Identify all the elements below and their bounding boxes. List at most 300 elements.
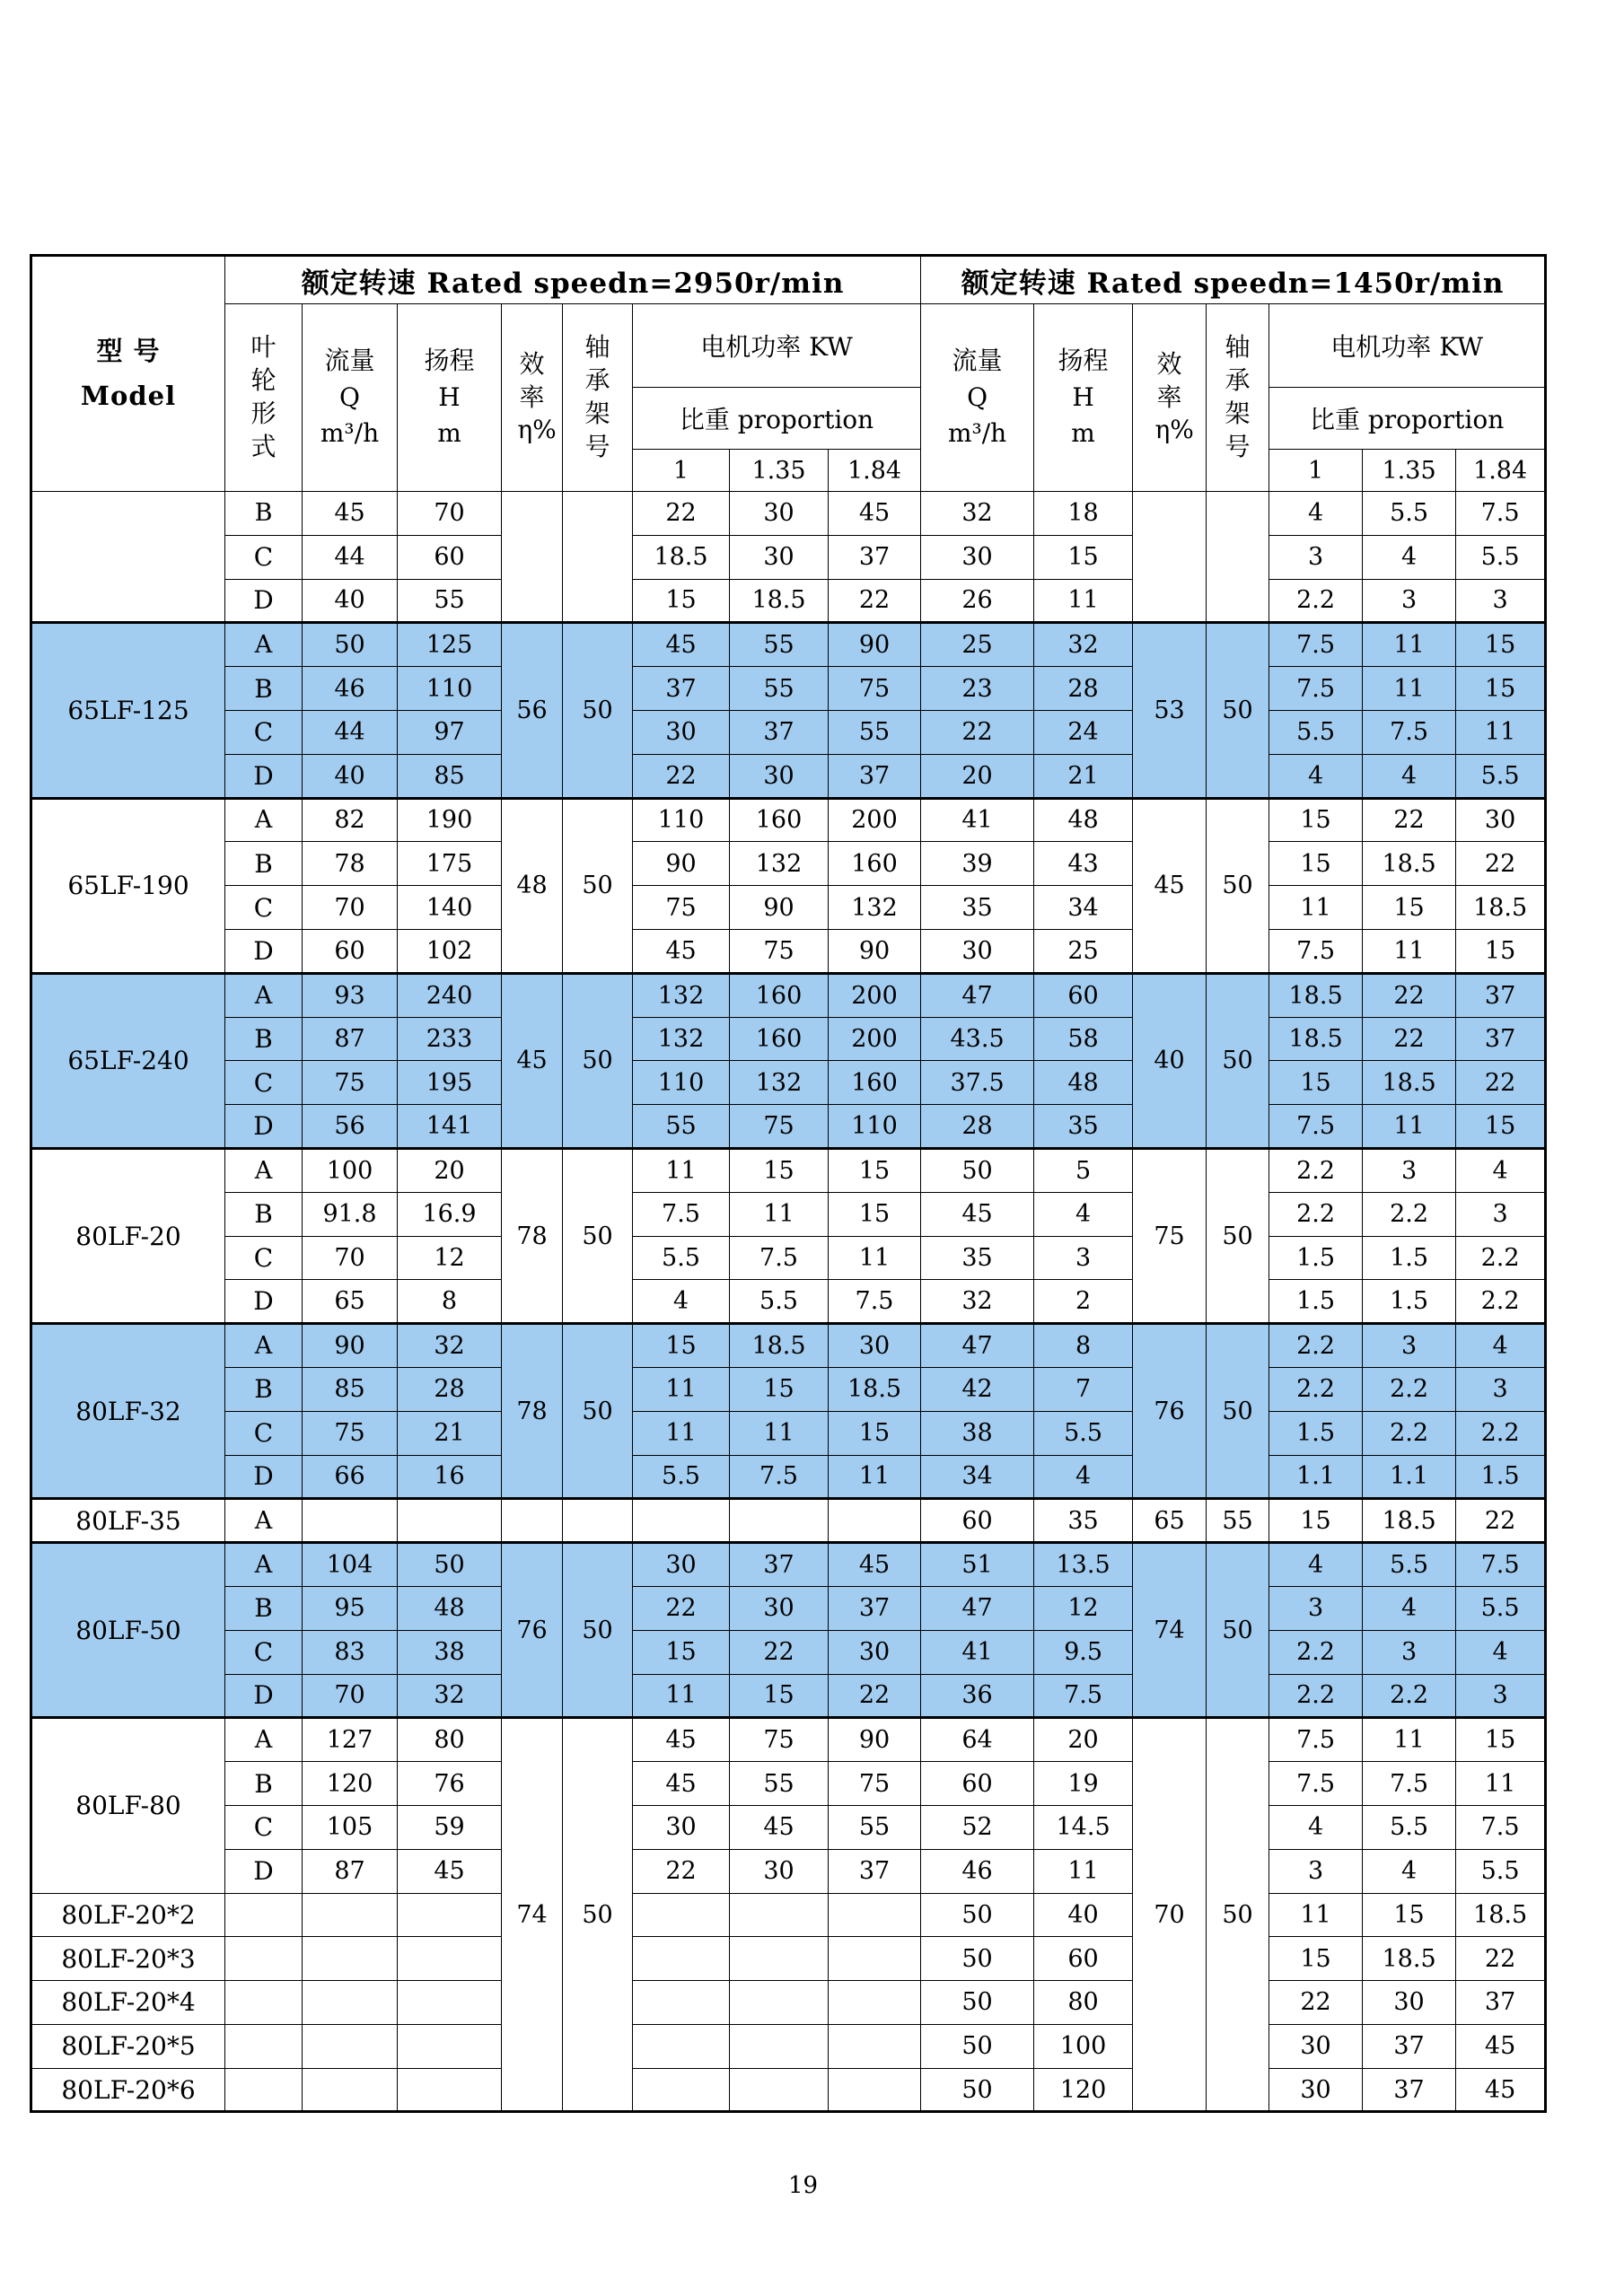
cell-head-1450: 15: [1034, 535, 1133, 579]
cell-power-sg1-1450: 1.5: [1269, 1411, 1363, 1455]
cell-power-sg135-1450: 5.5: [1363, 492, 1456, 536]
cell-flow-1450: 35: [921, 1236, 1034, 1280]
cell-flow-1450: 37.5: [921, 1061, 1034, 1105]
cell-power-sg1-2950: 22: [633, 1849, 730, 1893]
cell-flow-2950: 105: [303, 1805, 398, 1849]
cell-power-sg135-2950: 55: [730, 667, 829, 711]
cell-power-sg184-2950: [829, 1937, 921, 1981]
table-header: [31, 256, 1546, 492]
cell-head-2950: 175: [398, 842, 502, 886]
cell-head-2950: 233: [398, 1017, 502, 1061]
cell-power-sg135-1450: 18.5: [1363, 1937, 1456, 1981]
cell-flow-1450: 60: [921, 1499, 1034, 1543]
cell-power-sg184-2950: 200: [829, 973, 921, 1017]
cell-power-sg184-1450: 5.5: [1456, 1586, 1546, 1630]
table-row: [31, 1849, 1546, 1893]
cell-head-2950: 195: [398, 1061, 502, 1105]
cell-head-2950: 48: [398, 1586, 502, 1630]
table-row: [31, 1324, 1546, 1368]
cell-flow-2950: 70: [303, 886, 398, 930]
cell-power-sg184-1450: 22: [1456, 1499, 1546, 1543]
cell-impeller: A: [225, 1148, 303, 1192]
cell-power-sg135-2950: [730, 2024, 829, 2068]
cell-power-sg135-2950: 7.5: [730, 1455, 829, 1499]
cell-power-sg1-2950: 11: [633, 1148, 730, 1192]
cell-power-sg184-2950: [829, 2068, 921, 2112]
cell-bearing-1450: 50: [1207, 973, 1269, 1148]
cell-impeller: [225, 2024, 303, 2068]
cell-power-sg135-2950: 55: [730, 623, 829, 667]
cell-power-sg184-2950: 90: [829, 1718, 921, 1762]
cell-flow-1450: 35: [921, 886, 1034, 930]
cell-impeller: C: [225, 535, 303, 579]
cell-model: 65LF-190: [31, 798, 225, 973]
cell-power-sg184-2950: 30: [829, 1630, 921, 1674]
cell-power-sg1-2950: [633, 2068, 730, 2112]
cell-flow-2950: 75: [303, 1411, 398, 1455]
table-row: [31, 1411, 1546, 1455]
cell-power-sg1-2950: 30: [633, 1543, 730, 1587]
cell-head-1450: 20: [1034, 1718, 1133, 1762]
table-row: [31, 1236, 1546, 1280]
cell-power-sg1-1450: 7.5: [1269, 1105, 1363, 1149]
cell-flow-1450: 46: [921, 1849, 1034, 1893]
cell-head-1450: 12: [1034, 1586, 1133, 1630]
cell-eff-1450: 40: [1133, 973, 1207, 1148]
cell-power-sg184-1450: 5.5: [1456, 1849, 1546, 1893]
cell-power-sg184-2950: 75: [829, 667, 921, 711]
cell-power-sg1-1450: 2.2: [1269, 1192, 1363, 1236]
cell-impeller: A: [225, 1324, 303, 1368]
cell-model: 65LF-240: [31, 973, 225, 1148]
cell-flow-1450: 50: [921, 1893, 1034, 1937]
cell-head-2950: 20: [398, 1148, 502, 1192]
header-ratio-184-1450: 1.84: [1456, 450, 1546, 492]
cell-power-sg135-1450: 11: [1363, 1105, 1456, 1149]
cell-power-sg135-1450: 1.5: [1363, 1280, 1456, 1324]
cell-power-sg135-1450: 3: [1363, 1148, 1456, 1192]
cell-power-sg184-2950: 15: [829, 1192, 921, 1236]
cell-power-sg184-2950: 37: [829, 1586, 921, 1630]
cell-flow-1450: 47: [921, 1586, 1034, 1630]
cell-flow-2950: 44: [303, 535, 398, 579]
cell-head-2950: 16.9: [398, 1192, 502, 1236]
cell-head-2950: 60: [398, 535, 502, 579]
cell-bearing-2950: 50: [563, 1543, 633, 1718]
cell-flow-1450: 28: [921, 1105, 1034, 1149]
cell-head-1450: 24: [1034, 710, 1133, 754]
cell-head-2950: 76: [398, 1762, 502, 1806]
cell-power-sg1-2950: 7.5: [633, 1192, 730, 1236]
table-row: [31, 2024, 1546, 2068]
cell-power-sg135-2950: 30: [730, 492, 829, 536]
cell-model: 80LF-50: [31, 1543, 225, 1718]
cell-flow-2950: 70: [303, 1674, 398, 1718]
cell-flow-1450: 50: [921, 2024, 1034, 2068]
cell-head-1450: 14.5: [1034, 1805, 1133, 1849]
table-row: [31, 929, 1546, 973]
cell-power-sg135-2950: 132: [730, 1061, 829, 1105]
cell-head-2950: 125: [398, 623, 502, 667]
cell-power-sg135-2950: 132: [730, 842, 829, 886]
cell-flow-2950: 82: [303, 798, 398, 842]
cell-head-2950: 21: [398, 1411, 502, 1455]
cell-power-sg1-2950: 45: [633, 929, 730, 973]
cell-flow-1450: 43.5: [921, 1017, 1034, 1061]
cell-head-1450: 13.5: [1034, 1543, 1133, 1587]
cell-flow-1450: 51: [921, 1543, 1034, 1587]
cell-head-2950: [398, 2024, 502, 2068]
header-eff-1450: 效率η%: [1133, 304, 1207, 492]
cell-flow-2950: [303, 2068, 398, 2112]
header-head-1450: 扬程 H m: [1034, 304, 1133, 492]
cell-power-sg135-1450: 1.5: [1363, 1236, 1456, 1280]
cell-power-sg1-2950: 30: [633, 710, 730, 754]
cell-power-sg135-2950: 160: [730, 1017, 829, 1061]
cell-power-sg1-2950: 22: [633, 754, 730, 798]
cell-power-sg184-1450: 7.5: [1456, 492, 1546, 536]
cell-flow-1450: 25: [921, 623, 1034, 667]
cell-power-sg135-2950: [730, 1893, 829, 1937]
cell-power-sg1-2950: 90: [633, 842, 730, 886]
cell-power-sg1-1450: 15: [1269, 1061, 1363, 1105]
cell-bearing-1450: 50: [1207, 1148, 1269, 1323]
cell-head-1450: 60: [1034, 1937, 1133, 1981]
cell-flow-1450: 30: [921, 535, 1034, 579]
cell-head-2950: [398, 2068, 502, 2112]
cell-flow-2950: 60: [303, 929, 398, 973]
cell-power-sg1-2950: 15: [633, 1630, 730, 1674]
cell-eff-1450: [1133, 492, 1207, 623]
header-model: [31, 256, 225, 492]
cell-power-sg184-1450: 7.5: [1456, 1805, 1546, 1849]
cell-power-sg135-2950: 160: [730, 973, 829, 1017]
cell-impeller: [225, 1981, 303, 2025]
cell-eff-2950: 78: [502, 1324, 563, 1499]
cell-power-sg135-1450: 3: [1363, 1324, 1456, 1368]
table-row: [31, 1805, 1546, 1849]
cell-power-sg135-2950: 22: [730, 1630, 829, 1674]
cell-power-sg1-1450: 11: [1269, 1893, 1363, 1937]
cell-flow-1450: 41: [921, 1630, 1034, 1674]
cell-head-1450: 58: [1034, 1017, 1133, 1061]
cell-impeller: D: [225, 1105, 303, 1149]
cell-power-sg184-2950: 22: [829, 1674, 921, 1718]
cell-head-1450: 100: [1034, 2024, 1133, 2068]
cell-power-sg1-1450: 2.2: [1269, 1324, 1363, 1368]
cell-power-sg135-1450: 2.2: [1363, 1411, 1456, 1455]
cell-head-2950: 80: [398, 1718, 502, 1762]
cell-power-sg1-2950: 110: [633, 798, 730, 842]
cell-impeller: A: [225, 1499, 303, 1543]
cell-power-sg184-2950: 45: [829, 492, 921, 536]
cell-power-sg135-2950: [730, 2068, 829, 2112]
header-speed-1450: 额定转速 Rated speedn=1450r/min: [921, 256, 1546, 304]
cell-flow-2950: 120: [303, 1762, 398, 1806]
cell-power-sg135-2950: 15: [730, 1367, 829, 1411]
header-flow-2950: 流量 Q m³/h: [303, 304, 398, 492]
cell-power-sg1-1450: 7.5: [1269, 929, 1363, 973]
cell-power-sg1-2950: 55: [633, 1105, 730, 1149]
cell-power-sg135-2950: 45: [730, 1805, 829, 1849]
cell-flow-1450: 26: [921, 579, 1034, 623]
cell-head-1450: 3: [1034, 1236, 1133, 1280]
cell-power-sg135-1450: 3: [1363, 1630, 1456, 1674]
cell-power-sg1-2950: 15: [633, 579, 730, 623]
cell-power-sg184-1450: 22: [1456, 1937, 1546, 1981]
cell-flow-1450: 32: [921, 492, 1034, 536]
cell-bearing-1450: [1207, 492, 1269, 623]
cell-power-sg1-1450: 3: [1269, 1586, 1363, 1630]
cell-power-sg184-1450: 11: [1456, 1762, 1546, 1806]
cell-head-1450: 2: [1034, 1280, 1133, 1324]
cell-flow-2950: 65: [303, 1280, 398, 1324]
cell-flow-2950: 45: [303, 492, 398, 536]
header-ratio-135-1450: 1.35: [1363, 450, 1456, 492]
cell-power-sg184-1450: 3: [1456, 1674, 1546, 1718]
cell-power-sg1-1450: 4: [1269, 1543, 1363, 1587]
table-row: [31, 1762, 1546, 1806]
cell-power-sg1-2950: 11: [633, 1674, 730, 1718]
cell-power-sg1-1450: 1.5: [1269, 1280, 1363, 1324]
cell-flow-1450: 52: [921, 1805, 1034, 1849]
cell-power-sg135-2950: 75: [730, 1718, 829, 1762]
cell-flow-2950: 90: [303, 1324, 398, 1368]
table-row: [31, 1586, 1546, 1630]
cell-head-2950: 240: [398, 973, 502, 1017]
cell-power-sg135-1450: 15: [1363, 1893, 1456, 1937]
cell-flow-2950: [303, 2024, 398, 2068]
cell-power-sg135-2950: 55: [730, 1762, 829, 1806]
cell-power-sg1-1450: 15: [1269, 1937, 1363, 1981]
cell-power-sg184-2950: 30: [829, 1324, 921, 1368]
header-ratio-1-2950: 1: [633, 450, 730, 492]
cell-power-sg184-1450: 22: [1456, 842, 1546, 886]
cell-power-sg135-2950: [730, 1937, 829, 1981]
cell-power-sg135-2950: 37: [730, 1543, 829, 1587]
cell-eff-1450: 76: [1133, 1324, 1207, 1499]
cell-power-sg184-2950: 90: [829, 623, 921, 667]
cell-impeller: B: [225, 1762, 303, 1806]
cell-power-sg184-2950: [829, 1981, 921, 2025]
cell-power-sg1-1450: 4: [1269, 1805, 1363, 1849]
spec-table-body: [31, 492, 1546, 2112]
cell-power-sg135-1450: 4: [1363, 754, 1456, 798]
cell-power-sg184-1450: 15: [1456, 1718, 1546, 1762]
cell-impeller: [225, 1893, 303, 1937]
cell-power-sg1-2950: 30: [633, 1805, 730, 1849]
cell-power-sg184-1450: 30: [1456, 798, 1546, 842]
cell-power-sg135-2950: 15: [730, 1674, 829, 1718]
cell-bearing-2950: 50: [563, 1148, 633, 1323]
cell-power-sg1-1450: 7.5: [1269, 1718, 1363, 1762]
cell-model: 80LF-20*4: [31, 1981, 225, 2025]
cell-power-sg1-1450: 2.2: [1269, 1367, 1363, 1411]
cell-head-1450: 34: [1034, 886, 1133, 930]
cell-eff-2950: 78: [502, 1148, 563, 1323]
cell-head-2950: 32: [398, 1674, 502, 1718]
cell-power-sg184-2950: 11: [829, 1236, 921, 1280]
cell-head-2950: 102: [398, 929, 502, 973]
page-number: 19: [787, 2172, 819, 2199]
header-impeller-2950: 叶轮形式: [225, 304, 303, 492]
cell-flow-1450: 34: [921, 1455, 1034, 1499]
cell-head-2950: 28: [398, 1367, 502, 1411]
cell-impeller: A: [225, 798, 303, 842]
cell-flow-1450: 42: [921, 1367, 1034, 1411]
cell-flow-2950: 87: [303, 1849, 398, 1893]
cell-power-sg1-1450: 15: [1269, 842, 1363, 886]
cell-impeller: C: [225, 710, 303, 754]
table-row: [31, 973, 1546, 1017]
table-row: [31, 1280, 1546, 1324]
cell-power-sg1-2950: 4: [633, 1280, 730, 1324]
table-row: [31, 2068, 1546, 2112]
cell-power-sg135-1450: 15: [1363, 886, 1456, 930]
cell-head-2950: 8: [398, 1280, 502, 1324]
cell-power-sg184-1450: 3: [1456, 1367, 1546, 1411]
cell-power-sg184-2950: 15: [829, 1411, 921, 1455]
cell-power-sg135-1450: 3: [1363, 579, 1456, 623]
table-row: [31, 1061, 1546, 1105]
cell-bearing-2950: 50: [563, 798, 633, 973]
cell-head-1450: 8: [1034, 1324, 1133, 1368]
cell-power-sg135-1450: 37: [1363, 2068, 1456, 2112]
header-proportion-1450: 比重 proportion: [1269, 388, 1546, 450]
table-row: [31, 535, 1546, 579]
header-labels-row: [31, 304, 1546, 388]
cell-impeller: C: [225, 1805, 303, 1849]
cell-power-sg184-2950: [829, 1893, 921, 1937]
cell-power-sg1-1450: 1.1: [1269, 1455, 1363, 1499]
cell-flow-1450: 45: [921, 1192, 1034, 1236]
header-ratio-135-2950: 1.35: [730, 450, 829, 492]
cell-head-1450: 48: [1034, 1061, 1133, 1105]
cell-head-2950: [398, 1981, 502, 2025]
cell-power-sg184-2950: 37: [829, 535, 921, 579]
cell-impeller: D: [225, 1849, 303, 1893]
cell-power-sg135-1450: 5.5: [1363, 1805, 1456, 1849]
header-ratio-1-1450: 1: [1269, 450, 1363, 492]
cell-power-sg135-1450: 4: [1363, 535, 1456, 579]
table-row: [31, 1367, 1546, 1411]
cell-flow-2950: 93: [303, 973, 398, 1017]
cell-power-sg135-2950: 75: [730, 929, 829, 973]
cell-power-sg1-1450: 11: [1269, 886, 1363, 930]
cell-power-sg184-1450: 45: [1456, 2024, 1546, 2068]
cell-power-sg184-1450: 5.5: [1456, 535, 1546, 579]
cell-bearing-2950: 50: [563, 973, 633, 1148]
cell-power-sg135-2950: 11: [730, 1411, 829, 1455]
cell-power-sg184-1450: 11: [1456, 710, 1546, 754]
cell-power-sg135-2950: 11: [730, 1192, 829, 1236]
cell-power-sg135-1450: 37: [1363, 2024, 1456, 2068]
cell-impeller: D: [225, 1280, 303, 1324]
cell-power-sg184-2950: 55: [829, 1805, 921, 1849]
header-speed-2950: 额定转速 Rated speedn=2950r/min: [225, 256, 921, 304]
table-row: [31, 1192, 1546, 1236]
cell-power-sg1-1450: 3: [1269, 1849, 1363, 1893]
cell-head-1450: 28: [1034, 667, 1133, 711]
cell-power-sg184-2950: 160: [829, 1061, 921, 1105]
cell-power-sg135-1450: 2.2: [1363, 1192, 1456, 1236]
cell-power-sg135-1450: 7.5: [1363, 710, 1456, 754]
cell-impeller: C: [225, 1061, 303, 1105]
header-flow-1450: 流量 Q m³/h: [921, 304, 1034, 492]
cell-flow-1450: 50: [921, 1148, 1034, 1192]
cell-head-2950: 59: [398, 1805, 502, 1849]
cell-power-sg184-2950: 45: [829, 1543, 921, 1587]
table-row: [31, 1981, 1546, 2025]
cell-power-sg1-2950: 22: [633, 1586, 730, 1630]
cell-bearing-2950: 50: [563, 1718, 633, 2112]
table-row: [31, 1630, 1546, 1674]
cell-flow-1450: 41: [921, 798, 1034, 842]
cell-impeller: B: [225, 492, 303, 536]
cell-power-sg135-2950: 30: [730, 535, 829, 579]
cell-power-sg135-1450: 5.5: [1363, 1543, 1456, 1587]
cell-head-1450: 25: [1034, 929, 1133, 973]
cell-flow-2950: 40: [303, 754, 398, 798]
table-row: [31, 579, 1546, 623]
cell-power-sg1-1450: 2.2: [1269, 1674, 1363, 1718]
cell-eff-2950: 74: [502, 1718, 563, 2112]
cell-power-sg135-1450: 2.2: [1363, 1367, 1456, 1411]
cell-impeller: A: [225, 623, 303, 667]
cell-bearing-2950: [563, 492, 633, 623]
cell-power-sg135-2950: 30: [730, 754, 829, 798]
cell-head-2950: [398, 1893, 502, 1937]
cell-flow-2950: 56: [303, 1105, 398, 1149]
cell-power-sg1-2950: 110: [633, 1061, 730, 1105]
cell-flow-2950: 83: [303, 1630, 398, 1674]
cell-eff-2950: 56: [502, 623, 563, 798]
cell-power-sg1-2950: 75: [633, 886, 730, 930]
cell-flow-2950: 40: [303, 579, 398, 623]
cell-power-sg135-1450: 4: [1363, 1586, 1456, 1630]
cell-power-sg135-2950: 18.5: [730, 1324, 829, 1368]
cell-power-sg1-2950: 11: [633, 1367, 730, 1411]
header-motor-2950: 电机功率 KW: [633, 304, 921, 388]
cell-flow-2950: 46: [303, 667, 398, 711]
cell-power-sg184-1450: 1.5: [1456, 1455, 1546, 1499]
cell-bearing-1450: 50: [1207, 1718, 1269, 2112]
cell-model: 80LF-20*2: [31, 1893, 225, 1937]
cell-head-1450: 4: [1034, 1192, 1133, 1236]
cell-flow-1450: 23: [921, 667, 1034, 711]
cell-flow-1450: 50: [921, 1937, 1034, 1981]
cell-flow-1450: 30: [921, 929, 1034, 973]
table-row: [31, 623, 1546, 667]
cell-head-2950: 38: [398, 1630, 502, 1674]
cell-flow-2950: 85: [303, 1367, 398, 1411]
cell-flow-1450: 47: [921, 1324, 1034, 1368]
cell-impeller: B: [225, 1586, 303, 1630]
cell-power-sg184-2950: 110: [829, 1105, 921, 1149]
cell-power-sg1-1450: 18.5: [1269, 973, 1363, 1017]
cell-power-sg1-2950: 45: [633, 623, 730, 667]
cell-power-sg1-2950: 45: [633, 1718, 730, 1762]
cell-power-sg184-1450: 15: [1456, 667, 1546, 711]
cell-head-1450: 43: [1034, 842, 1133, 886]
cell-head-1450: 5: [1034, 1148, 1133, 1192]
cell-head-2950: 12: [398, 1236, 502, 1280]
cell-eff-1450: 74: [1133, 1543, 1207, 1718]
cell-flow-1450: 50: [921, 2068, 1034, 2112]
cell-power-sg184-1450: 4: [1456, 1630, 1546, 1674]
header-proportion-2950: 比重 proportion: [633, 388, 921, 450]
table-row: [31, 1148, 1546, 1192]
